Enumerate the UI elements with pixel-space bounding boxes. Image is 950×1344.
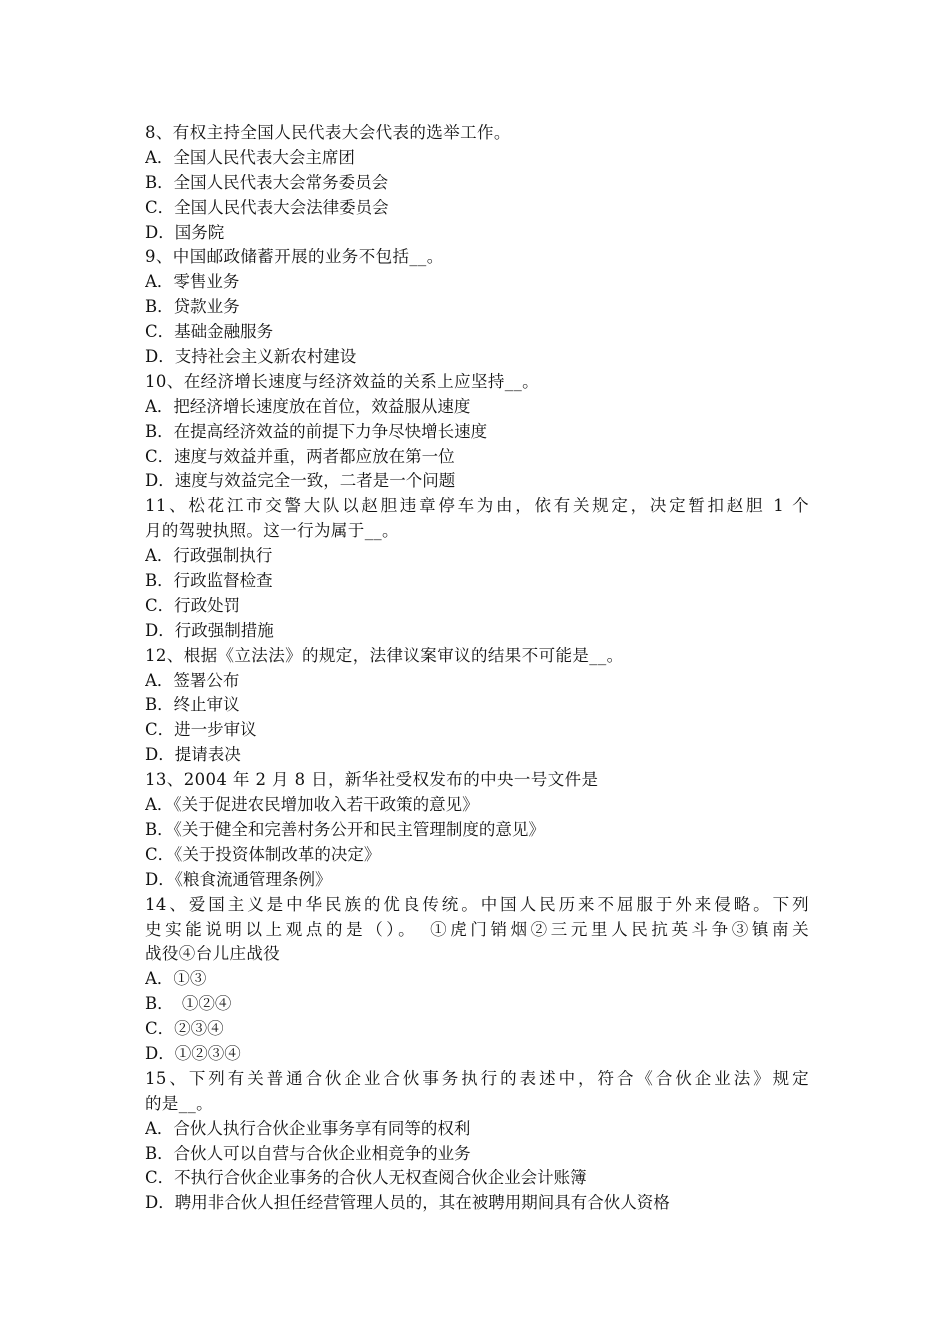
option-b: B．贷款业务 bbox=[145, 297, 240, 317]
question-text: 11、松花江市交警大队以赵胆违章停车为由，依有关规定，决定暂扣赵胆 1 个 bbox=[145, 496, 809, 516]
option-b: B． ①②④ bbox=[145, 994, 232, 1014]
option-a: A．签署公布 bbox=[145, 670, 240, 690]
option-d: D．《粮食流通管理条例》 bbox=[145, 869, 332, 889]
option-a: A．①③ bbox=[145, 969, 207, 989]
question-15 bbox=[145, 1067, 809, 1216]
option-b: B．全国人民代表大会常务委员会 bbox=[145, 172, 389, 192]
question-text: 13、2004 年 2 月 8 日，新华社受权发布的中央一号文件是 bbox=[145, 770, 599, 790]
question-8 bbox=[145, 121, 809, 245]
option-d: D．支持社会主义新农村建设 bbox=[145, 347, 357, 367]
question-text: 15、下列有关普通合伙企业合伙事务执行的表述中，符合《合伙企业法》规定 bbox=[145, 1068, 809, 1088]
option-a: A．合伙人执行合伙企业事务享有同等的权利 bbox=[145, 1118, 471, 1138]
option-d: D．速度与效益完全一致，二者是一个问题 bbox=[145, 471, 456, 491]
option-b: B．合伙人可以自营与合伙企业相竞争的业务 bbox=[145, 1143, 471, 1163]
question-12 bbox=[145, 644, 809, 768]
question-text: 8、有权主持全国人民代表大会代表的选举工作。 bbox=[145, 123, 511, 142]
question-text: 14、爱国主义是中华民族的优良传统。中国人民历来不屈服于外来侵略。下列 bbox=[145, 894, 809, 914]
option-b: B．行政监督检查 bbox=[145, 571, 273, 591]
option-b: B．《关于健全和完善村务公开和民主管理制度的意见》 bbox=[145, 819, 545, 839]
option-c: C．进一步审议 bbox=[145, 720, 257, 740]
option-c: C．②③④ bbox=[145, 1019, 224, 1039]
option-a: A．《关于促进农民增加收入若干政策的意见》 bbox=[145, 795, 479, 815]
option-c: C．《关于投资体制改革的决定》 bbox=[145, 844, 381, 864]
option-d: D．提请表决 bbox=[145, 745, 241, 765]
option-c: C．不执行合伙企业事务的合伙人无权查阅合伙企业会计账簿 bbox=[145, 1168, 587, 1188]
option-d: D．国务院 bbox=[145, 222, 225, 242]
question-10 bbox=[145, 370, 809, 494]
option-c: C．基础金融服务 bbox=[145, 322, 274, 342]
question-text-continued: 战役④台儿庄战役 bbox=[145, 944, 281, 964]
option-c: C．速度与效益并重，两者都应放在第一位 bbox=[145, 446, 455, 466]
option-c: C．行政处罚 bbox=[145, 595, 241, 615]
option-c: C．全国人民代表大会法律委员会 bbox=[145, 197, 389, 217]
question-text: 10、在经济增长速度与经济效益的关系上应坚持__。 bbox=[145, 371, 539, 391]
question-text-continued: 的是__。 bbox=[145, 1093, 213, 1113]
option-b: B．终止审议 bbox=[145, 695, 240, 715]
option-a: A．全国人民代表大会主席团 bbox=[145, 147, 355, 167]
option-d: D．行政强制措施 bbox=[145, 620, 274, 640]
option-d: D．聘用非合伙人担任经营管理人员的，其在被聘用期间具有合伙人资格 bbox=[145, 1193, 670, 1213]
question-11 bbox=[145, 494, 809, 643]
option-a: A．把经济增长速度放在首位，效益服从速度 bbox=[145, 396, 471, 416]
question-text: 9、中国邮政储蓄开展的业务不包括__。 bbox=[145, 247, 444, 267]
option-a: A．行政强制执行 bbox=[145, 546, 273, 566]
question-text-continued: 月的驾驶执照。这一行为属于__。 bbox=[145, 521, 399, 541]
option-d: D．①②③④ bbox=[145, 1043, 241, 1063]
option-b: B．在提高经济效益的前提下力争尽快增长速度 bbox=[145, 421, 488, 441]
question-text: 12、根据《立法法》的规定，法律议案审议的结果不可能是__。 bbox=[145, 645, 624, 665]
question-13 bbox=[145, 768, 809, 892]
question-14 bbox=[145, 893, 809, 1067]
question-text-continued: 史实能说明以上观点的是（）。 ①虎门销烟②三元里人民抗英斗争③镇南关 bbox=[145, 919, 809, 939]
question-list bbox=[145, 121, 809, 1216]
question-9 bbox=[145, 245, 809, 369]
option-a: A．零售业务 bbox=[145, 272, 240, 292]
